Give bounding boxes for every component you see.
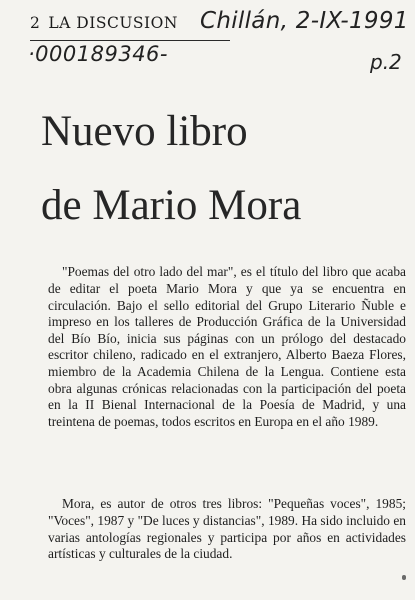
page-number: 2 [30,14,41,32]
article-paragraph-2: Mora, es autor de otros tres libros: "Pequeñas voces", 1985; "Voces", 1987 y "De luces y distancias", 1989. Ha sido incluido en varias antologías regionales y participa por años en actividades artísticas y culturales de la ciudad. [48,496,406,562]
newspaper-name: LA DISCUSION [48,14,178,32]
article-paragraph-1: "Poemas del otro lado del mar", es el título del libro que acaba de editar el poeta Mario Mora y que ya se encuentra en circulación. Bajo el sello editorial del Grupo Literario Ñuble e impreso en los talleres de Producción Gráfica de la Universidad del Bío Bío, inicia sus páginas con un prólogo del destacado escritor chileno, radicado en el extranjero, Alberto Baeza Flores, miembro de la Academia Chilena de la Lengua. Contiene esta obra algunas crónicas relacionadas con la participación del poeta en la II Bienal Internacional de la Poesía de Madrid, y una treintena de poemas, todos escritos en Europa en el año 1989. [48,264,406,429]
newspaper-masthead [30,14,178,32]
masthead-rule [30,40,230,41]
headline-line-2: de Mario Mora [41,181,302,229]
headline-line-1: Nuevo libro [41,107,248,155]
handwritten-archive-code: ·000189346- [28,42,169,66]
handwritten-page-ref: p.2 [370,50,402,74]
handwritten-location-date: Chillán, 2-IX-1991 [200,8,409,34]
print-speck [402,575,406,580]
